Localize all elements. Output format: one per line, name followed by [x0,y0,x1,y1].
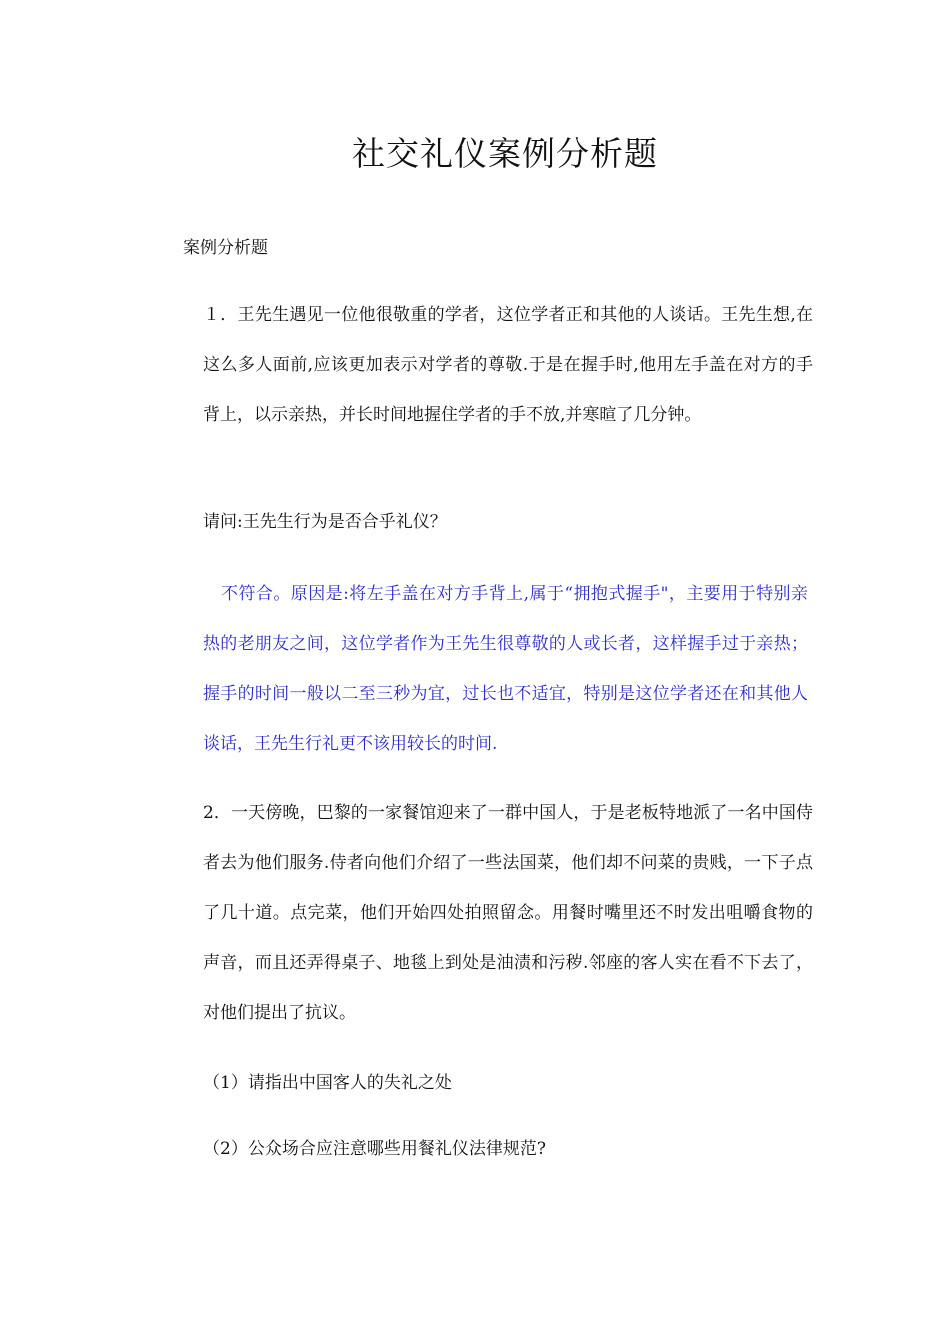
section-heading: 案例分析题 [183,238,268,258]
case-2-question-1: （1）请指出中国客人的失礼之处 [203,1073,452,1093]
case-2-text: 2．一天傍晚，巴黎的一家餐馆迎来了一群中国人，于是老板特地派了一名中国侍者去为他们服务.侍者向他们介绍了一些法国菜，他们却不问菜的贵贱，一下子点了几十道。点完菜，他们开始四处拍照留念。用餐时嘴里还不时发出咀嚼食物的声音，而且还弄得桌子、地毯上到处是油渍和污秽.邻座的客人实在看不下去了，对他们提出了抗议。 [203,803,813,1023]
case-2-question-2: （2）公众场合应注意哪些用餐礼仪法律规范? [203,1139,546,1159]
case-1-answer: 不符合。原因是:将左手盖在对方手背上,属于“拥抱式握手"，主要用于特别亲热的老朋友之间，这位学者作为王先生很尊敬的人或长者，这样握手过于亲热；握手的时间一般以二至三秒为宜，过长也不适宜，特别是这位学者还在和其他人谈话，王先生行礼更不该用较长的时间. [203,584,808,754]
case-1-text: １．王先生遇见一位他很敬重的学者，这位学者正和其他的人谈话。王先生想,在这么多人面前,应该更加表示对学者的尊敬.于是在握手时,他用左手盖在对方的手背上，以示亲热，并长时间地握住学者的手不放,并寒暄了几分钟。 [203,305,813,425]
case-1-question: 请问:王先生行为是否合乎礼仪？ [203,512,447,532]
document-title: 社交礼仪案例分析题 [352,134,658,173]
